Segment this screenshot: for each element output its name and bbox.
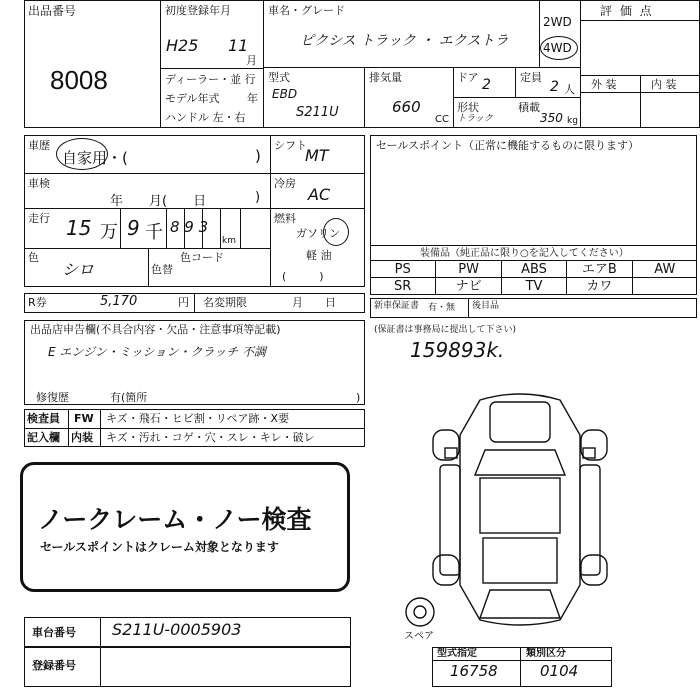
repaint-label: 色替	[151, 263, 173, 276]
handwritten-km: 159893k.	[410, 338, 505, 362]
chassis-value: S211U-0005903	[112, 620, 242, 639]
month-unit: 月	[246, 54, 257, 67]
divider	[24, 428, 365, 429]
divider	[160, 68, 264, 69]
car-hood	[490, 402, 550, 442]
history-value: 自家用・(	[62, 149, 128, 167]
history-circle	[56, 138, 108, 170]
equipment-item: ナビ	[435, 277, 500, 294]
lot-number: 8008	[50, 65, 108, 95]
name-change-label: 名変期限	[203, 296, 247, 309]
inspection-label: 車検	[28, 177, 50, 190]
history-label: 車歴	[28, 139, 50, 152]
exterior-label: 外 装	[591, 78, 617, 91]
noclaim-subtitle: セールスポイントはクレーム対象となります	[40, 540, 279, 554]
equipment-item: PS	[370, 260, 435, 277]
km-unit: km	[222, 236, 236, 246]
load-value: 350	[540, 111, 563, 125]
divider	[120, 208, 121, 248]
repair-close: )	[356, 391, 361, 404]
spare-label: スペア	[404, 631, 434, 642]
inspection-close: )	[255, 190, 261, 205]
history-close: )	[255, 147, 261, 165]
divider	[370, 245, 697, 246]
divider	[24, 173, 271, 174]
divider	[453, 97, 581, 98]
sen-unit: 千	[145, 222, 163, 243]
inspector-label: 検査員	[27, 412, 60, 425]
after-label: 後目品	[472, 301, 500, 311]
spare-tire	[406, 598, 434, 626]
fuel-label: 燃料	[274, 212, 296, 225]
fuel-paren: ( )	[282, 270, 324, 283]
type-spec-label: 型式指定	[437, 648, 477, 659]
repair-label: 修復歴	[36, 391, 69, 404]
fuel-gas: ガソリン	[296, 227, 340, 240]
divider	[640, 75, 641, 128]
displacement-value: 660	[392, 98, 421, 116]
first-reg-era: H25	[166, 36, 199, 55]
equipment-item: カワ	[566, 277, 631, 294]
car-wheel-rl	[433, 555, 459, 585]
equipment-item: ABS	[501, 260, 566, 277]
divider	[240, 208, 241, 248]
cc-unit: CC	[435, 114, 449, 125]
aircon-value: AC	[308, 185, 331, 204]
drive-circle	[540, 36, 578, 60]
warranty-label: 新車保証書	[374, 301, 420, 311]
fuel-light: 軽 油	[306, 249, 332, 262]
car-wheel-fr	[581, 430, 607, 460]
displacement-label: 排気量	[369, 71, 402, 84]
yen-unit: 円	[178, 296, 189, 309]
repair-value: 有(箇所	[110, 391, 148, 404]
load-label: 積載	[518, 101, 540, 114]
type-spec-value: 16758	[450, 662, 498, 680]
recycle-label: R券	[28, 296, 47, 309]
in-label: 内装	[71, 431, 93, 444]
divider	[220, 208, 221, 248]
class-value: 0104	[540, 662, 579, 680]
divider	[270, 208, 365, 209]
car-mirror-l	[445, 448, 457, 458]
mileage-man: 15	[66, 216, 92, 240]
lot-label: 出品番号	[28, 4, 77, 18]
car-windshield	[475, 450, 565, 475]
equipment-title: 装備品（純正品に限り○を記入してください）	[420, 248, 629, 259]
class-label: 類別区分	[526, 648, 566, 659]
recorder-label: 記入欄	[27, 431, 60, 444]
drive-4wd: 4WD	[543, 41, 572, 55]
divider	[100, 617, 101, 647]
report-note: E エンジン・ミッション・クラッチ 不調	[48, 345, 266, 359]
divider	[270, 173, 365, 174]
first-reg-month: 11	[228, 36, 249, 55]
car-rear	[480, 590, 560, 618]
warranty-box	[370, 298, 697, 318]
divider	[515, 67, 516, 97]
car-cabin	[480, 478, 560, 533]
equipment-item: エアB	[566, 260, 631, 277]
shape-value: トラック	[457, 114, 493, 124]
chassis-label: 車台番号	[32, 626, 76, 639]
dealer-label: ディーラー・並 行	[165, 73, 256, 86]
equipment-item: PW	[435, 260, 500, 277]
first-reg-label: 初度登録年月	[165, 4, 231, 17]
capacity-value: 2	[550, 79, 559, 95]
car-diagram	[395, 380, 645, 640]
equipment-grid	[370, 260, 697, 295]
fw-label: FW	[74, 412, 94, 425]
car-mirror-r	[583, 448, 595, 458]
divider	[432, 660, 612, 661]
model-year-label: モデル年式	[165, 92, 220, 105]
recycle-amount: 5,170	[100, 294, 138, 309]
reg-label: 登録番号	[32, 659, 76, 672]
shift-value: MT	[305, 146, 329, 165]
color-code-label: 色コード	[180, 251, 224, 264]
capacity-label: 定員	[520, 71, 542, 84]
equipment-item	[632, 277, 697, 294]
car-bed	[483, 538, 557, 583]
in-items: キズ・汚れ・コゲ・穴・スレ・キレ・破レ	[106, 431, 315, 444]
model-prefix: EBD	[272, 87, 298, 101]
capacity-unit: 人	[564, 83, 575, 96]
sales-title: セールスポイント（正常に機能するものに限ります）	[376, 139, 640, 152]
spare-tire-hub	[414, 606, 426, 618]
auction-note: (保証書は事務局に提出して下さい)	[374, 325, 517, 335]
divider	[68, 409, 69, 447]
divider	[100, 647, 101, 687]
interior-label: 内 装	[651, 78, 677, 91]
mileage-label: 走行	[28, 212, 50, 225]
noclaim-title: ノークレーム・ノー検査	[38, 505, 312, 534]
shape-label: 形状	[457, 101, 479, 114]
name-change-value: 月 日	[292, 296, 336, 309]
kg-unit: kg	[567, 116, 578, 126]
mileage-sen: 9	[127, 216, 140, 240]
color-value: シロ	[62, 260, 95, 279]
fuel-circle	[323, 218, 349, 246]
equipment-item: TV	[501, 277, 566, 294]
divider	[100, 409, 101, 447]
aircon-label: 冷房	[274, 177, 296, 190]
year-unit: 年	[247, 92, 258, 105]
name-grade-value: ピクシス トラック ・ エクストラ	[300, 33, 509, 49]
model-label: 型式	[268, 71, 290, 84]
divider	[184, 208, 185, 248]
warranty-value: 有・無	[428, 303, 456, 313]
divider	[24, 208, 271, 209]
fw-items: キズ・飛石・ヒビ割・リペア跡・X要	[106, 412, 290, 425]
model-code: S211U	[296, 105, 339, 120]
inspection-text: 年 月( 日	[110, 194, 207, 209]
divider	[468, 298, 469, 318]
mileage-rest: 8 9 3	[170, 218, 209, 236]
lot-box	[24, 0, 161, 128]
man-unit: 万	[100, 222, 118, 243]
divider	[166, 208, 167, 248]
equipment-item: SR	[370, 277, 435, 294]
handle-label: ハンドル 左・右	[165, 111, 246, 124]
divider	[520, 647, 521, 687]
divider	[202, 208, 203, 248]
eval-label: 評 価 点	[600, 4, 654, 18]
equipment-item: AW	[632, 260, 697, 277]
divider	[148, 248, 149, 287]
doors-value: 2	[482, 77, 491, 93]
drive-2wd: 2WD	[543, 15, 572, 29]
divider	[580, 20, 700, 21]
color-label: 色	[28, 251, 39, 264]
doors-label: ドア	[457, 71, 479, 84]
name-grade-label: 車名・グレード	[268, 4, 345, 17]
car-wheel-fl	[433, 430, 459, 460]
report-title: 出品店申告欄(不具合内容・欠品・注意事項等記載)	[30, 323, 281, 336]
shift-label: シフト	[274, 139, 307, 152]
car-wheel-rr	[581, 555, 607, 585]
